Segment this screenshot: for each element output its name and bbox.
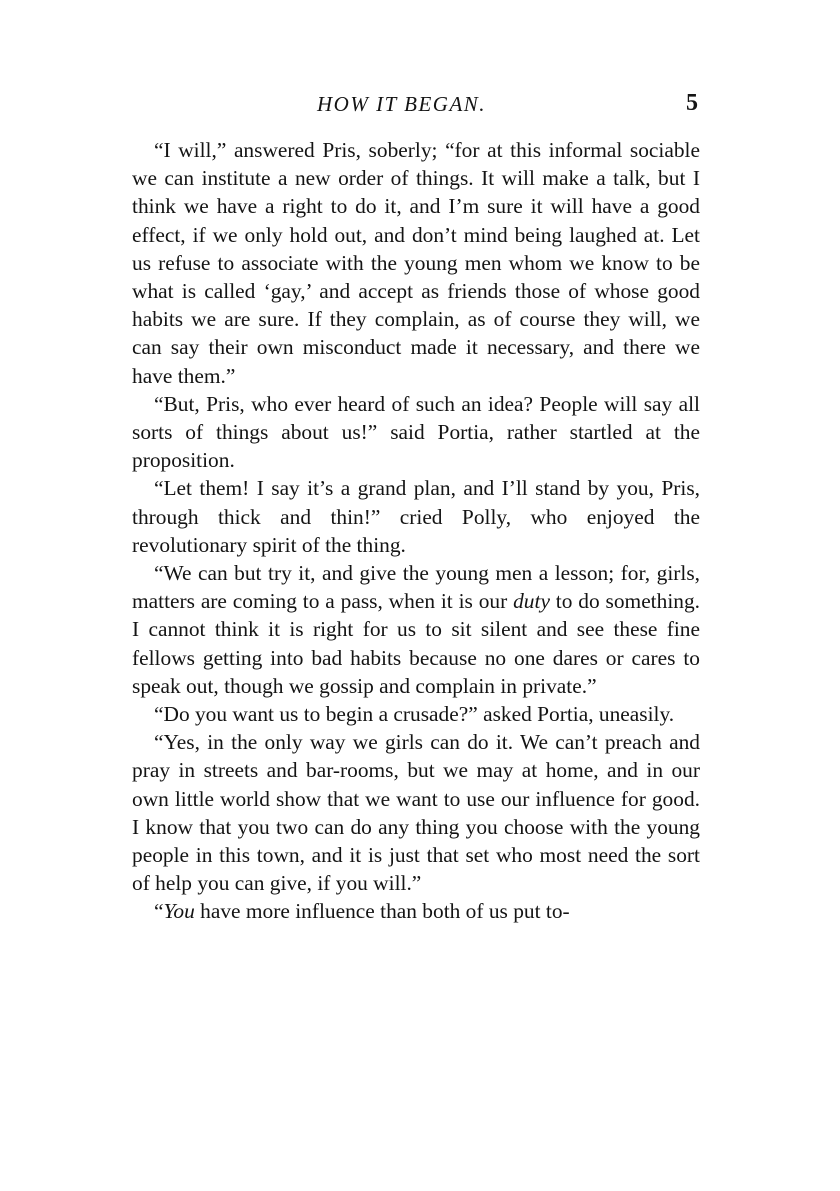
paragraph-text: “We can but try it, and give the young men a lesson; for, girls, matters are coming to a pass, when it is our <box>132 561 700 614</box>
emphasized-word: You <box>163 899 195 924</box>
running-title: HOW IT BEGAN. <box>317 92 487 116</box>
book-page <box>132 92 700 926</box>
paragraph <box>132 897 700 925</box>
paragraph: “But, Pris, who ever heard of such an idea? People will say all sorts of things about us!” said Portia, rather startled at the proposition. <box>132 391 700 473</box>
paragraph: “Yes, in the only way we girls can do it. We can’t preach and pray in streets and bar-rooms, but we may at home, and in our own little world show that we want to use our influence for good. I know that you two can do any thing you choose with the young people in this town, and it is just that set who most need the sort of help you can give, if you will.” <box>132 730 700 896</box>
paragraph: “Do you want us to begin a crusade?” asked Portia, uneasily. <box>154 702 675 727</box>
page-number: 5 <box>686 90 698 116</box>
paragraph: “I will,” answered Pris, soberly; “for at this informal sociable we can institute a new order of things. It will make a talk, but I think we have a right to do it, and I’m sure it will have a good effect, if we only hold out, and don’t mind being laughed at. Let us refuse to associate with the young men whom we know to be what is called ‘gay,’ and accept as friends those of whose good habits we are sure. If they complain, as of course they will, we can say their own misconduct made it necessary, and there we have them.” <box>132 138 700 388</box>
emphasized-word: duty <box>513 589 550 614</box>
paragraph: “Let them! I say it’s a grand plan, and I’ll stand by you, Pris, through thick and thin!” cried Polly, who enjoyed the revolutionary spirit of the thing. <box>132 476 700 557</box>
page-header <box>132 92 700 122</box>
body-text <box>132 136 700 926</box>
paragraph-text: “ <box>154 899 164 924</box>
paragraph <box>132 559 700 700</box>
paragraph-text: have more influence than both of us put to- <box>194 899 570 924</box>
paragraph-text: to do something. I cannot think it is right for us to sit silent and see these fine fellows getting into bad habits because no one dares or cares to speak out, though we gossip and complain in private.” <box>132 589 701 698</box>
